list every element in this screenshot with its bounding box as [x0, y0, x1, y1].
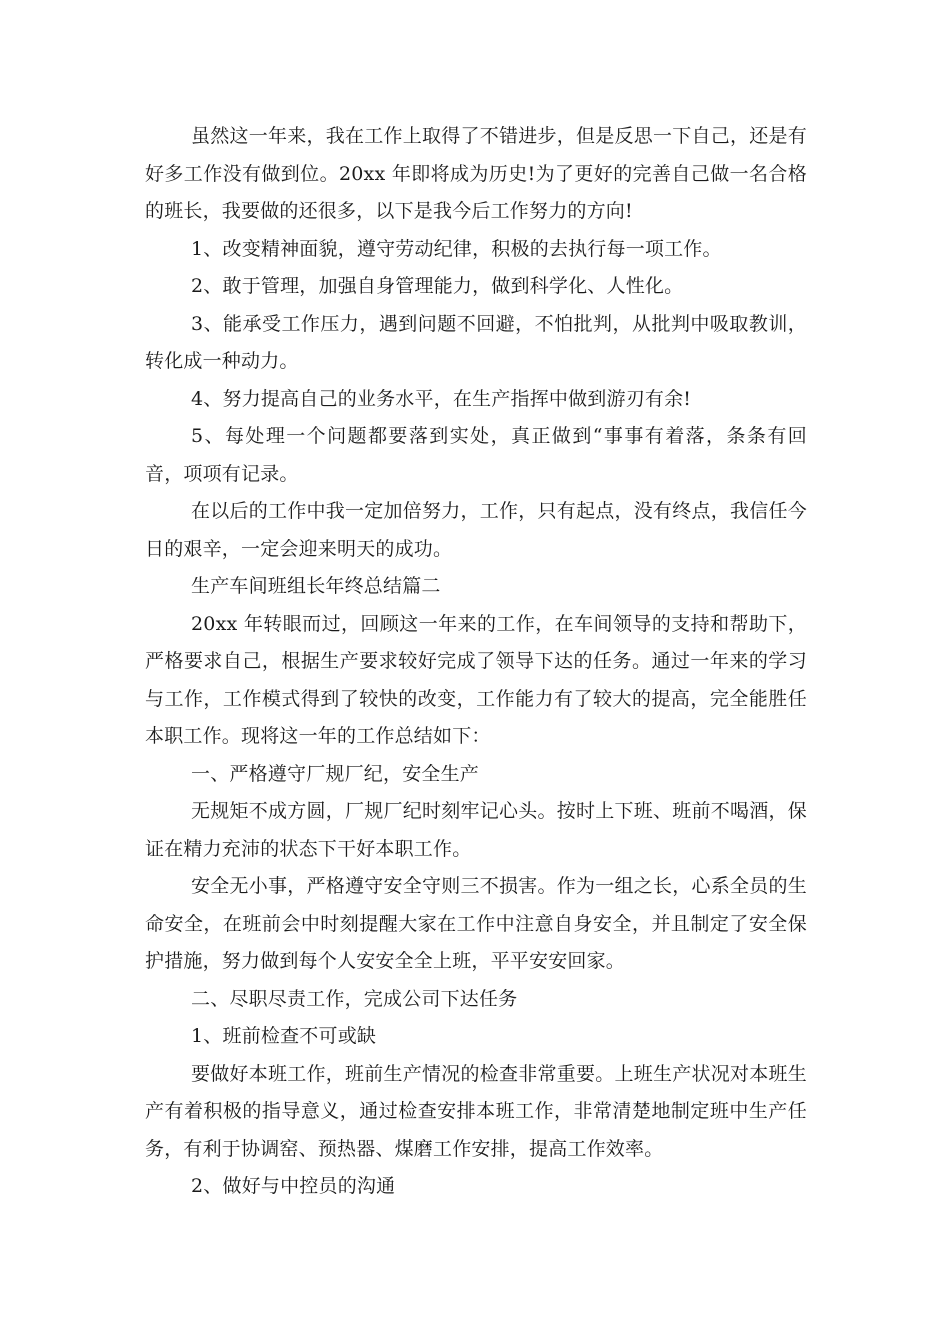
- paragraph-safety: 安全无小事，严格遵守安全守则三不损害。作为一组之长，心系全员的生命安全，在班前会中时刻提醒大家在工作中注意自身安全，并且制定了安全保护措施，努力做到每个人安安全全上班，平平安安回家。: [145, 875, 807, 972]
- heading-duties: 二、尽职尽责工作，完成公司下达任务: [191, 987, 518, 1010]
- subheading-communication: 2、做好与中控员的沟通: [191, 1175, 396, 1197]
- paragraph-item-1: 1、改变精神面貌，遵守劳动纪律，积极的去执行每一项工作。: [191, 237, 722, 260]
- paragraph-pre-shift-check: 要做好本班工作，班前生产情况的检查非常重要。上班生产状况对本班生产有着积极的指导意义，通过检查安排本班工作，非常清楚地制定班中生产任务，有利于协调窑、预热器、煤磨工作安排，提高工作效率。: [145, 1062, 807, 1160]
- paragraph-rules: 无规矩不成方圆，厂规厂纪时刻牢记心头。按时上下班、班前不喝酒，保证在精力充沛的状态下干好本职工作。: [145, 800, 807, 860]
- paragraph-item-3: 3、能承受工作压力，遇到问题不回避，不怕批判，从批判中吸取教训，转化成一种动力。: [145, 312, 807, 372]
- paragraph-item-5: 5、每处理一个问题都要落到实处，真正做到“事事有着落，条条有回音，项项有记录。: [145, 425, 807, 485]
- paragraph-reflection: 虽然这一年来，我在工作上取得了不错进步，但是反思一下自己，还是有好多工作没有做到位。20xx 年即将成为历史!为了更好的完善自己做一名合格的班长，我要做的还很多，以下是我今后工作努力的方向!: [145, 125, 807, 222]
- paragraph-closing: 在以后的工作中我一定加倍努力，工作，只有起点，没有终点，我信任今日的艰辛，一定会迎来明天的成功。: [145, 500, 807, 560]
- heading-safety: 一、严格遵守厂规厂纪，安全生产: [191, 762, 480, 785]
- paragraph-intro: 20xx 年转眼而过，回顾这一年来的工作，在车间领导的支持和帮助下，严格要求自己，根据生产要求较好完成了领导下达的任务。通过一年来的学习与工作，工作模式得到了较快的改变，工作能力有了较大的提高，完全能胜任本职工作。现将这一年的工作总结如下：: [145, 612, 807, 747]
- section-title: 生产车间班组长年终总结篇二: [191, 575, 441, 597]
- subheading-pre-shift-check: 1、班前检查不可或缺: [191, 1025, 377, 1047]
- paragraph-item-2: 2、敢于管理，加强自身管理能力，做到科学化、人性化。: [191, 275, 684, 297]
- paragraph-item-4: 4、努力提高自己的业务水平，在生产指挥中做到游刃有余!: [191, 387, 692, 410]
- document-body: [145, 118, 807, 1206]
